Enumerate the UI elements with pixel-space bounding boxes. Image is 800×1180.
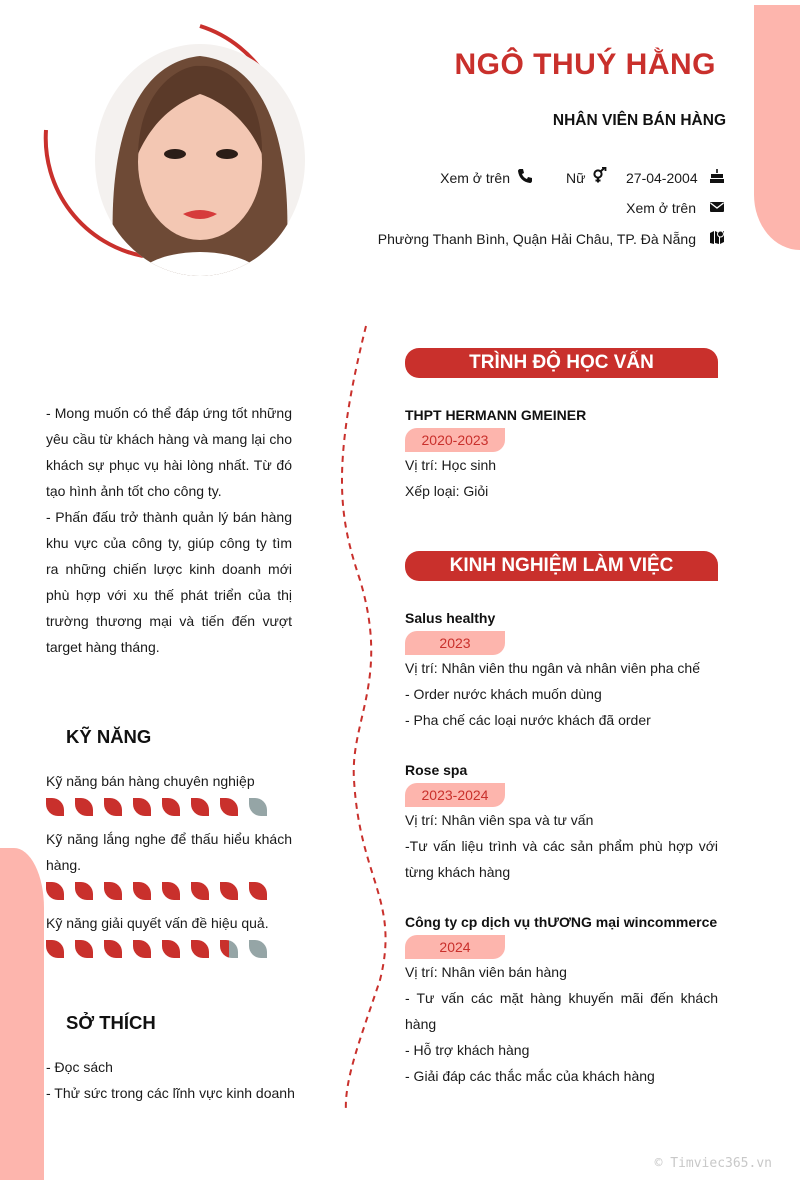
- skill-leaf-icon: [162, 798, 180, 816]
- phone-icon: [517, 168, 533, 184]
- skill-leaf-icon: [104, 798, 122, 816]
- hobby-item: - Đọc sách: [46, 1059, 113, 1075]
- map-icon: [709, 229, 725, 245]
- job-title: NHÂN VIÊN BÁN HÀNG: [552, 112, 726, 129]
- skill-leaf-icon: [104, 940, 122, 958]
- section-divider-wave: [330, 320, 400, 1120]
- birthday-cake-icon: [709, 168, 725, 184]
- education-period-badge: 2020-2023: [405, 428, 505, 452]
- skill-leaf-icon: [249, 940, 267, 958]
- job-line: - Pha chế các loại nước khách đã order: [405, 712, 651, 728]
- skill-leaf-icon: [162, 882, 180, 900]
- skill-leaf-icon: [249, 882, 267, 900]
- gender-value: Nữ: [566, 170, 586, 186]
- skill-leaf-icon: [133, 940, 151, 958]
- email-icon: [709, 199, 725, 215]
- skill-leaf-icon: [75, 882, 93, 900]
- skill-leaf-icon: [75, 940, 93, 958]
- skill-label: Kỹ năng giải quyết vấn đề hiệu quả.: [46, 915, 269, 931]
- experience-heading: KINH NGHIỆM LÀM VIỆC: [405, 551, 718, 581]
- hobbies-heading: SỞ THÍCH: [66, 1012, 156, 1033]
- objective-paragraph: - Phấn đấu trở thành quản lý bán hàng khu vực của công ty, giúp công ty tìm ra những chiến lược kinh doanh mới phù hợp với xu thế phát triển của thị trường thương mại và tiến đến vượt target hàng tháng.: [46, 509, 292, 655]
- avatar: [95, 44, 305, 276]
- skill-leaf-icon: [162, 940, 180, 958]
- job-period-badge: 2023-2024: [405, 783, 505, 807]
- skill-leaf-icon: [133, 882, 151, 900]
- company-name: Công ty cp dịch vụ thƯƠNG mại wincommerce: [405, 914, 718, 930]
- skill-leaf-icon: [191, 882, 209, 900]
- skill-leaf-icon: [191, 798, 209, 816]
- profile-photo-frame: [40, 20, 290, 270]
- skill-leaf-icon: [220, 798, 238, 816]
- email-value: Xem ở trên: [626, 200, 696, 216]
- company-name: Salus healthy: [405, 610, 496, 626]
- education-line: Xếp loại: Giỏi: [405, 483, 489, 499]
- skill-leaf-icon: [249, 798, 267, 816]
- skill-leaf-icon: [133, 798, 151, 816]
- skill-leaf-icon: [220, 940, 238, 958]
- education-line: Vị trí: Học sinh: [405, 457, 497, 473]
- skill-leaf-icon: [46, 940, 64, 958]
- skill-leaf-icon: [46, 882, 64, 900]
- birthday-value: 27-04-2004: [626, 170, 698, 186]
- skill-leaf-icon: [75, 798, 93, 816]
- job-line: Vị trí: Nhân viên thu ngân và nhân viên pha chế: [405, 660, 700, 676]
- job-line: - Order nước khách muốn dùng: [405, 686, 602, 702]
- skill-leaf-icon: [191, 940, 209, 958]
- skill-leaf-icon: [104, 882, 122, 900]
- job-period-badge: 2023: [405, 631, 505, 655]
- school-name: THPT HERMANN GMEINER: [405, 407, 587, 423]
- job-line: -Tư vấn liệu trình và các sản phẩm phù hợp với từng khách hàng: [405, 838, 718, 880]
- job-line: - Tư vấn các mặt hàng khuyến mãi đến khách hàng: [405, 990, 718, 1032]
- skills-heading: KỸ NĂNG: [66, 726, 152, 747]
- job-period-badge: 2024: [405, 935, 505, 959]
- phone-value: Xem ở trên: [440, 170, 510, 186]
- skill-leaf-icon: [220, 882, 238, 900]
- job-line: Vị trí: Nhân viên spa và tư vấn: [405, 812, 594, 828]
- job-line: - Giải đáp các thắc mắc của khách hàng: [405, 1068, 655, 1084]
- education-heading: TRÌNH ĐỘ HỌC VẤN: [405, 348, 718, 378]
- hobby-item: - Thử sức trong các lĩnh vực kinh doanh: [46, 1085, 295, 1101]
- gender-icon: [591, 167, 607, 183]
- address-value: Phường Thanh Bình, Quận Hải Châu, TP. Đà Nẵng: [377, 231, 696, 247]
- decor-shape-top-right: [754, 5, 800, 250]
- skill-label: Kỹ năng bán hàng chuyên nghiệp: [46, 773, 255, 789]
- skill-label: Kỹ năng lắng nghe để thấu hiểu khách hàng.: [46, 831, 292, 873]
- objective-paragraph: - Mong muốn có thể đáp ứng tốt những yêu cầu từ khách hàng và mang lại cho khách sự phục vụ hài lòng nhất. Từ đó tạo hình ảnh tốt cho công ty.: [46, 405, 292, 499]
- watermark: © Timviec365.vn: [654, 1156, 772, 1171]
- career-objective: [46, 400, 292, 660]
- job-line: - Hỗ trợ khách hàng: [405, 1042, 530, 1058]
- candidate-name: NGÔ THUÝ HẰNG: [454, 48, 716, 81]
- skill-leaf-icon: [46, 798, 64, 816]
- job-line: Vị trí: Nhân viên bán hàng: [405, 964, 567, 980]
- company-name: Rose spa: [405, 762, 468, 778]
- decor-shape-bottom-left: [0, 848, 44, 1180]
